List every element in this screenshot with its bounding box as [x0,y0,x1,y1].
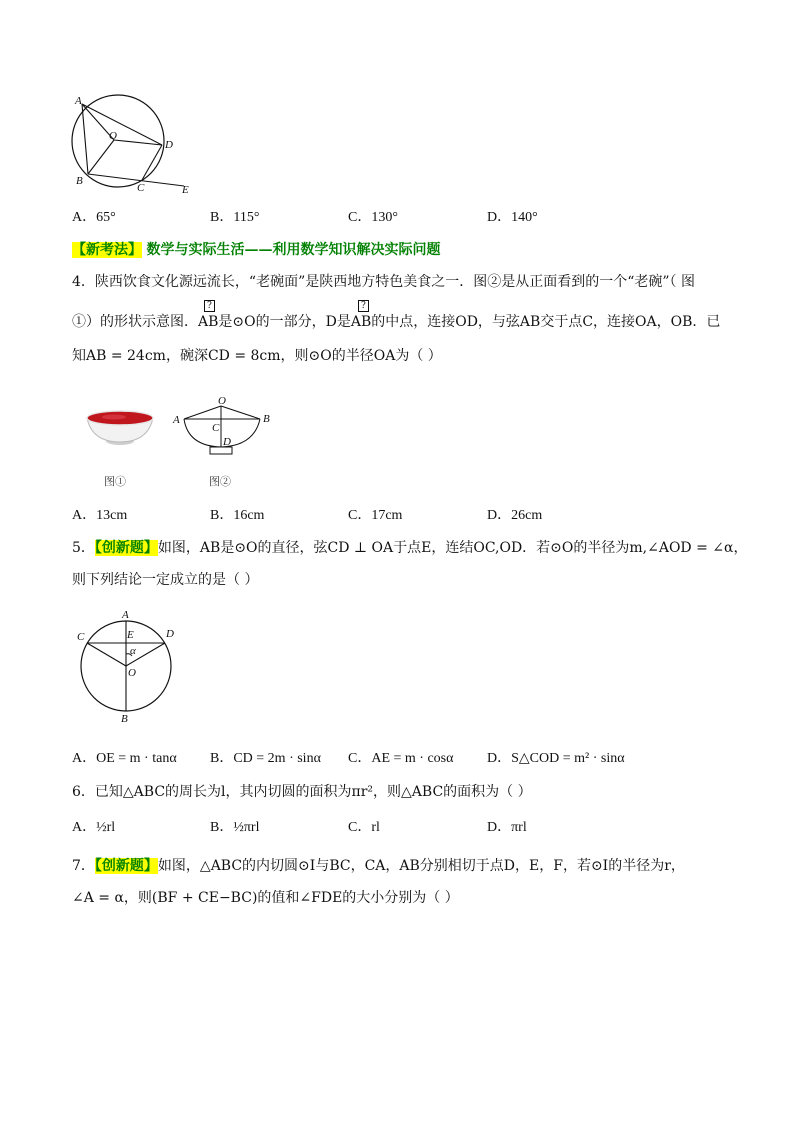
fig2-caption-wrap [205,472,245,490]
fig2-label-a: A [173,414,180,426]
q3-option-c[interactable]: C．130° [348,210,398,225]
q3-label-a: A [75,95,82,107]
q5-label-o: O [128,667,136,679]
fig2-label-d: D [223,436,231,448]
q3-option-d[interactable]: D．140° [487,210,538,225]
q3-label-d: D [165,139,173,151]
q3-label-b: B [76,175,83,187]
q3-label-c: C [137,182,145,194]
q3-circle-figure [66,94,196,198]
q7-number: 7． [72,858,95,874]
fig1-caption-wrap [100,472,140,490]
q4-line-3: 知AB = 24cm，碗深CD = 8cm，则⊙O的半径OA为（ ） [72,348,442,364]
q4-option-c[interactable]: C．17cm [348,508,403,523]
q7-line-1 [72,856,685,876]
q7-text-1: 如图，△ABC的内切圆⊙I与BC，CA，AB分别相切于点D，E，F，若⊙I的半径为r， [157,858,685,874]
q5-label-d: D [166,628,174,640]
q7-line-2: ∠A = α，则(BF + CE−BC)的值和∠FDE的大小分别为（ ） [72,890,459,906]
q4-arc-mark-1: ? [204,300,215,312]
q5-line-2: 则下列结论一定成立的是（ ） [72,572,259,588]
q6-option-c[interactable]: C．rl [348,820,380,835]
q5-option-d[interactable]: D．S△COD = m² · sinα [487,751,625,766]
q5-text-1: 如图，AB是⊙O的直径，弦CD ⊥ OA于点E，连结OC,OD．若⊙O的半径为m,∠AOD = ∠α， [157,540,748,556]
q4-option-a[interactable]: A．13cm [72,508,128,523]
q6-option-a[interactable]: A．½rl [72,820,116,835]
q3-label-o: O [109,130,117,142]
q6-option-d[interactable]: D．πrl [487,820,527,835]
q5-line-1 [72,538,747,558]
section-heading [72,240,440,260]
q6-option-b[interactable]: B．½πrl [210,820,260,835]
q5-circle-figure [74,606,178,726]
q5-label-b: B [121,713,128,725]
q5-option-c[interactable]: C．AE = m · cosα [348,751,454,766]
fig2-label-b: B [263,413,270,425]
q5-label-alpha: α [130,645,136,657]
q3-label-e: E [182,184,189,196]
q5-option-a[interactable]: A．OE = m · tanα [72,751,177,766]
bowl-diagram [168,394,280,462]
q5-tag: 【创新题】 [94,540,158,556]
q5-label-a: A [122,609,129,621]
q6-question: 6．已知△ABC的周长为l，其内切圆的面积为πr²，则△ABC的面积为（ ） [72,784,532,800]
bowl-photo [84,408,156,448]
q3-option-b[interactable]: B．115° [210,210,260,225]
q7-tag: 【创新题】 [94,858,158,874]
q5-label-e: E [127,629,134,641]
section-tag: 【新考法】 [72,242,142,258]
q5-label-c: C [77,631,85,643]
q4-option-b[interactable]: B．16cm [210,508,265,523]
q5-option-b[interactable]: B．CD = 2m · sinα [210,751,321,766]
q3-option-a[interactable]: A．65° [72,210,116,225]
q5-number: 5． [72,540,95,556]
q4-line-2: ①）的形状示意图．AB是⊙O的一部分，D是AB的中点，连接OD，与弦AB交于点C，连接OA，OB．已 [72,314,721,330]
fig1-caption: 图① [104,475,126,488]
fig2-label-o: O [218,395,226,407]
q4-line-1: 4．陕西饮食文化源远流长，“老碗面”是陕西地方特色美食之一．图②是从正面看到的一个“老碗”（ 图 [72,274,695,290]
q4-option-d[interactable]: D．26cm [487,508,543,523]
fig2-label-c: C [212,422,220,434]
section-title: 数学与实际生活——利用数学知识解决实际问题 [146,242,441,258]
fig2-caption: 图② [209,475,231,488]
q4-arc-mark-2: ? [358,300,369,312]
